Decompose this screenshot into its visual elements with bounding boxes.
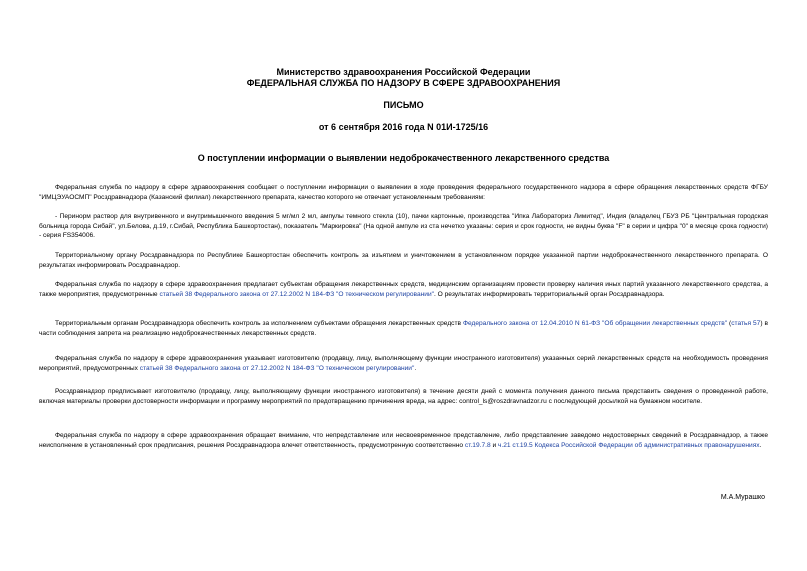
paragraph-4-text-b: . О результатах информировать территориальный орган Росздравнадзора. (434, 290, 665, 298)
paragraph-5-text-a: Территориальным органам Росздравнадзора обеспечить контроль за исполнением субъектами обращения лекарственных средств (55, 320, 463, 327)
paragraph-6-text-a: Федеральная служба по надзору в сфере здравоохранения указывает изготовителю (продавцу, лицу, выполняющему функции иностранного изготовителя) указанных серий лекарственных средств на необходимость проведения мероприятий, предусмотренных (39, 355, 768, 372)
article-57-link[interactable]: статья 57 (731, 320, 761, 327)
paragraph-6 (39, 354, 768, 373)
paragraph-8 (39, 431, 768, 450)
paragraph-6-text-b: . (414, 364, 417, 372)
law-184-article-38-link[interactable]: статьей 38 Федерального закона от 27.12.2002 N 184-ФЗ "О техническом регулировании" (159, 290, 435, 298)
paragraph-4-text-a: Федеральная служба по надзору в сфере здравоохранения предлагает субъектам обращения лекарственных средств, медицинским организациям провести проверку наличия иных партий указанного лекарственного средства, а также мероприятия, предусмотренные (39, 281, 768, 298)
paragraph-8-text-a: Федеральная служба по надзору в сфере здравоохранения обращает внимание, что непредставление или несвоевременное представление, либо представление заведомо недостоверных сведений в Росздравнадзор, а также неисполнение в установленный срок предписания, решения Росздравнадзора влечет ответственность, предусмотренную соответственно (39, 432, 768, 449)
service-heading: ФЕДЕРАЛЬНАЯ СЛУЖБА ПО НАДЗОРУ В СФЕРЕ ЗДРАВООХРАНЕНИЯ (246, 78, 561, 88)
koap-19-7-8-link[interactable]: ст.19.7.8 (464, 441, 491, 449)
paragraph-8-text-b: . (759, 441, 762, 449)
paragraph-3: Территориальному органу Росздравнадзора по Республике Башкортостан обеспечить контроль за изъятием и уничтожением в установленном порядке указанной партии недоброкачественного лекарственного препарата. О результатах информировать Росздравнадзор. (39, 252, 768, 269)
document-subject: О поступлении информации о выявлении недоброкачественного лекарственного средства (197, 153, 610, 163)
paragraph-4 (39, 280, 768, 299)
paragraph-7: Росздравнадзор предписывает изготовителю (продавцу, лицу, выполняющему функции иностранного изготовителя) в течение десяти дней с момента получения данного письма представить сведения о проведенной работе, включая материалы проверки достоверности информации и программу мероприятий по предотвращению причинения вреда, на адрес: control_ls@roszdravnadzor.ru с последующей досылкой на бумажном носителе. (39, 388, 768, 405)
law-184-article-38-link-2[interactable]: статьей 38 Федерального закона от 27.12.2002 N 184-ФЗ "О техническом регулировании" (139, 364, 415, 372)
paragraph-5 (39, 319, 768, 338)
paragraph-2: - Перинорм раствор для внутривенного и внутримышечного введения 5 мг/мл 2 мл, ампулы темного стекла (10), пачки картонные, производства "Ипка Лабораториз Лимитед", Индия (владелец ГБУЗ РБ "Центральная городская больница города Сибай", ул.Белова, д.19, г.Сибай, Республика Башкортостан), показатель "Маркировка" (На одной ампуле из ста нечетко указаны: серия и срок годности, не видны буква "F" в серии и цифра "0" в месяце срока годности) - серия FS354006. (39, 213, 768, 240)
paragraph-5-text-b: ) в части соблюдения запрета на реализацию недоброкачественных лекарственных средств. (39, 320, 769, 337)
law-61-link[interactable]: Федерального закона от 12.04.2010 N 61-ФЗ "Об обращении лекарственных средств" (462, 320, 728, 327)
paragraph-5-text-mid: ( (727, 320, 732, 327)
document-type: ПИСЬМО (383, 100, 424, 110)
signature: М.А.Мурашко (720, 494, 765, 501)
koap-19-5-link[interactable]: ч.21 ст.19.5 Кодекса Российской Федерации об административных правонарушениях (498, 441, 760, 449)
paragraph-1: Федеральная служба по надзору в сфере здравоохранения сообщает о поступлении информации о выявлении в ходе проведения федерального государственного надзора в сфере обращения лекарственных средств ФГБУ "ИМЦЭУАОСМП" Росздравнадзора (Казанский филиал) лекарственного препарата, качество которого не отвечает установленным требованиям: (39, 184, 768, 201)
document-date-number: от 6 сентября 2016 года N 01И-1725/16 (318, 122, 489, 132)
ministry-heading: Министерство здравоохранения Российской Федерации (276, 67, 531, 77)
paragraph-8-text-mid: и (490, 441, 498, 449)
